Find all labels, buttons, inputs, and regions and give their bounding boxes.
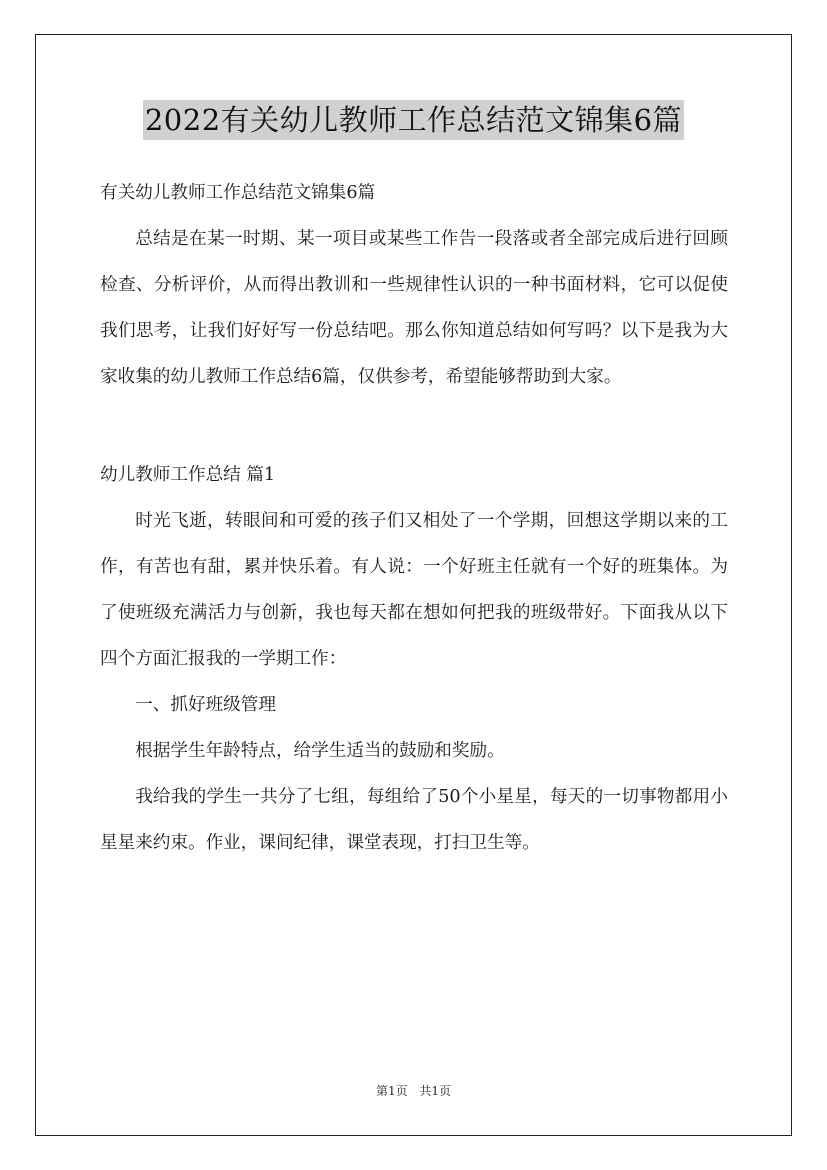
section-heading: 幼儿教师工作总结 篇1 — [100, 465, 276, 485]
document-body — [100, 170, 728, 866]
intro-paragraph: 总结是在某一时期、某一项目或某些工作告一段落或者全部完成后进行回顾检查、分析评价，从而得出教训和一些规律性认识的一种书面材料，它可以促使我们思考，让我们好好写一份总结吧。那么你知道总结如何写吗？以下是我为大家收集的幼儿教师工作总结6篇，仅供参考，希望能够帮助到大家。 — [100, 229, 728, 387]
body-paragraph: 根据学生年龄特点，给学生适当的鼓励和奖励。 — [135, 741, 505, 761]
page-number: 第1页 — [375, 1084, 408, 1098]
paragraph-gap — [100, 400, 728, 452]
title-container — [0, 100, 827, 140]
sub-heading: 一、抓好班级管理 — [135, 695, 276, 715]
total-pages: 共1页 — [419, 1084, 452, 1098]
body-paragraph: 时光飞逝，转眼间和可爱的孩子们又相处了一个学期，回想这学期以来的工作，有苦也有甜，累并快乐着。有人说：一个好班主任就有一个好的班集体。为了使班级充满活力与创新，我也每天都在想如何把我的班级带好。下面我从以下四个方面汇报我的一学期工作： — [100, 511, 728, 669]
document-title: 2022有关幼儿教师工作总结范文锦集6篇 — [143, 100, 684, 140]
body-paragraph: 我给我的学生一共分了七组，每组给了50个小星星，每天的一切事物都用小星星来约束。作业，课间纪律，课堂表现，打扫卫生等。 — [100, 787, 728, 853]
document-subtitle: 有关幼儿教师工作总结范文锦集6篇 — [100, 183, 376, 203]
page-footer — [0, 1082, 827, 1099]
